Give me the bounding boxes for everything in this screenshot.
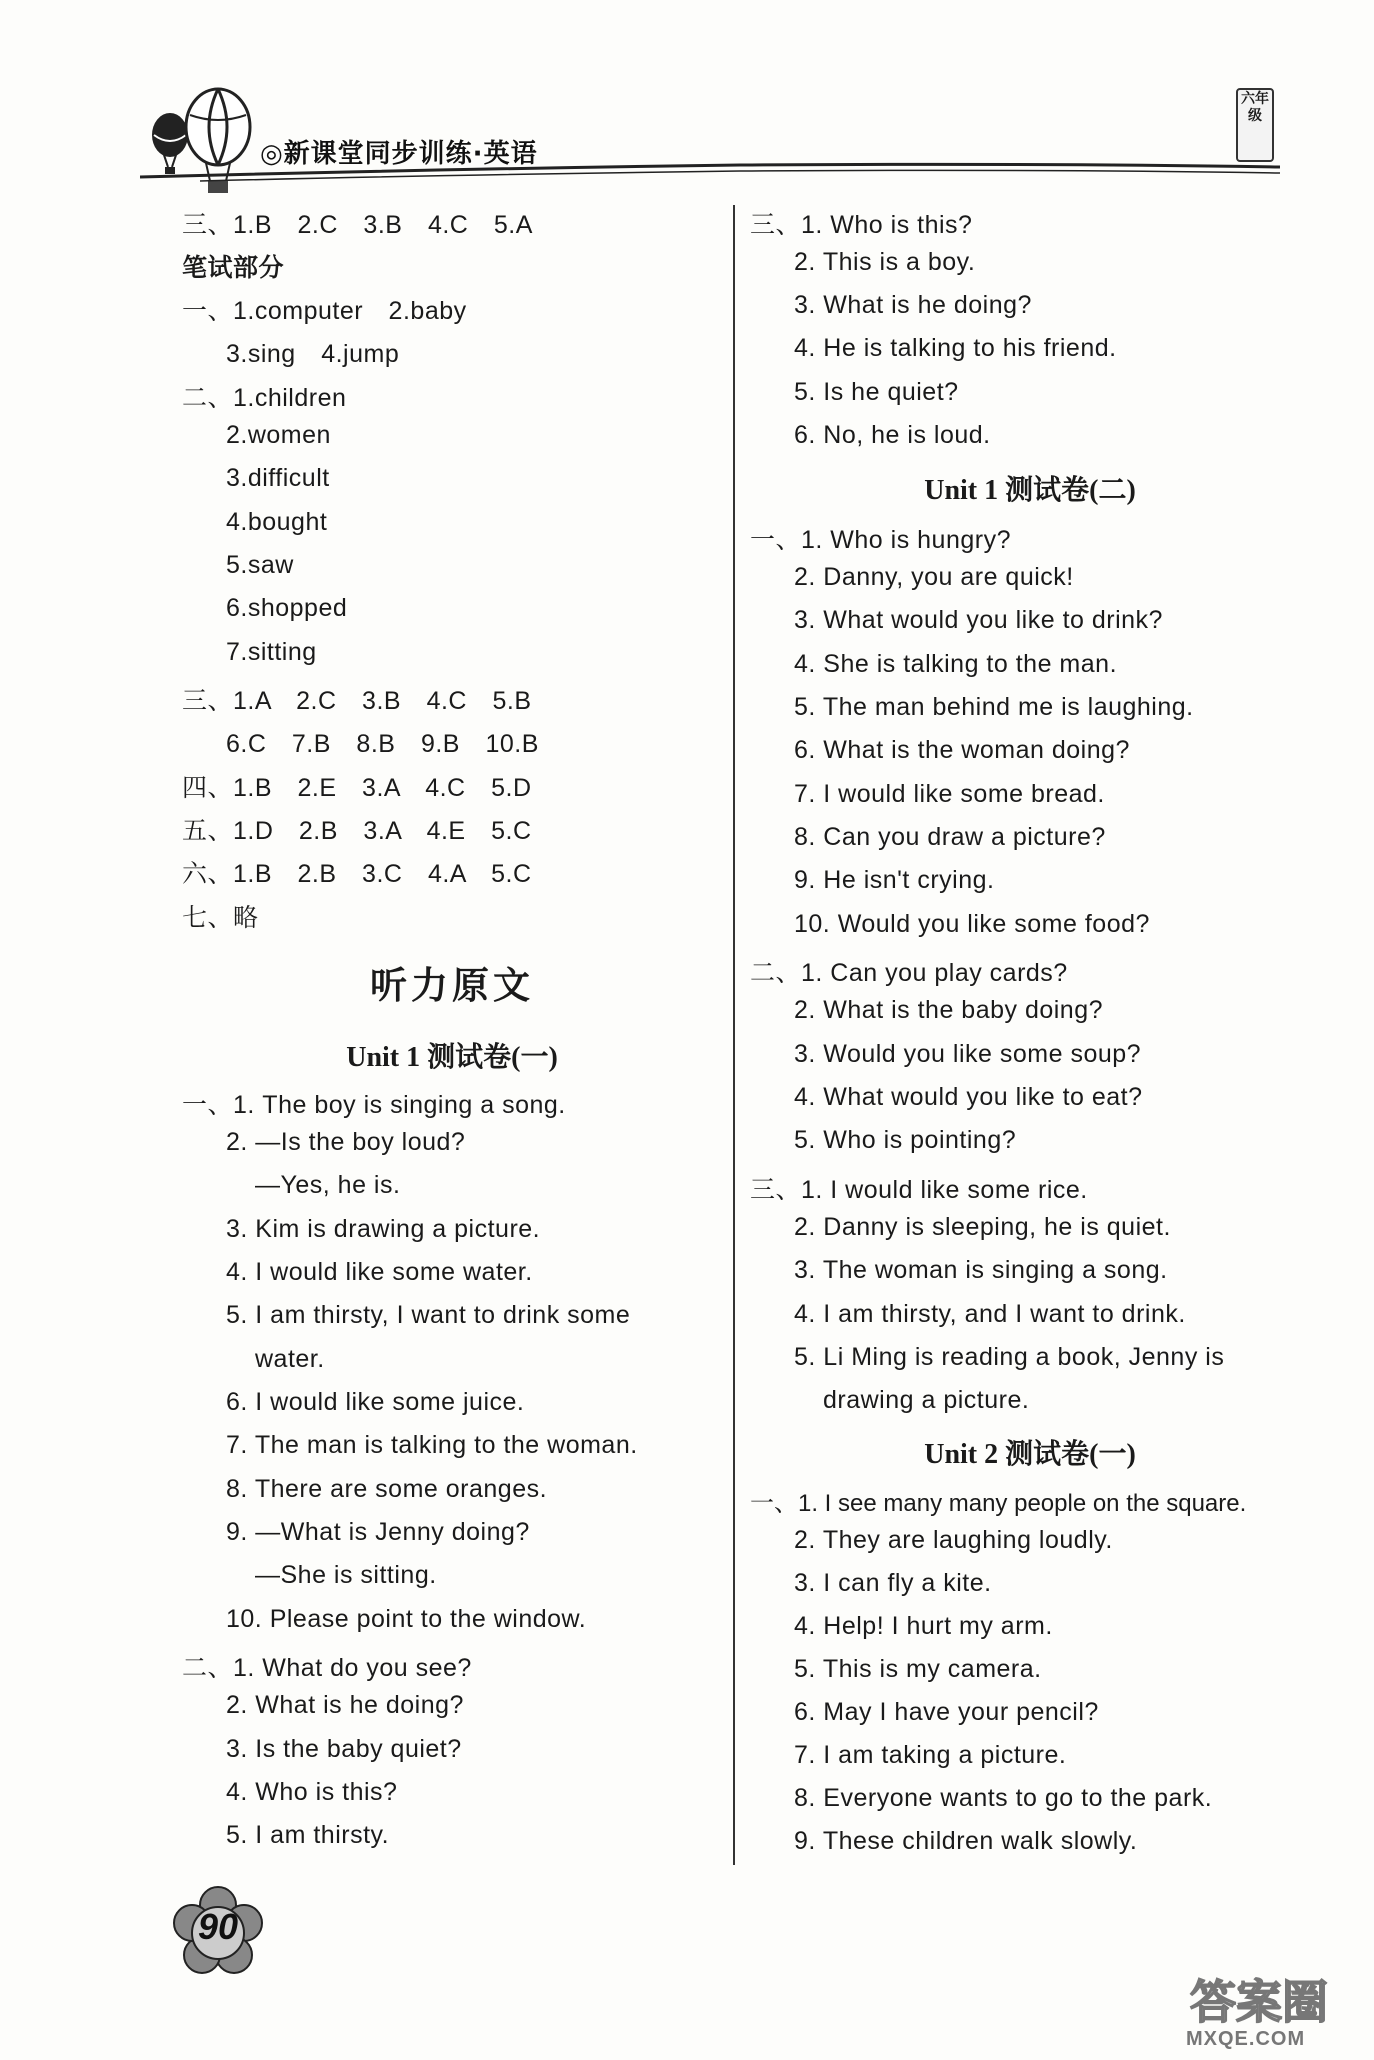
transcript-line: 6. I would like some juice. <box>226 1388 525 1416</box>
answer-heading: 笔试部分 <box>182 253 285 282</box>
transcript-line: 2. Danny is sleeping, he is quiet. <box>794 1213 1171 1241</box>
answer-line: 4.bought <box>226 508 328 536</box>
transcript-line: 9. These children walk slowly. <box>794 1827 1138 1855</box>
transcript-line: 4. I would like some water. <box>226 1258 533 1286</box>
transcript-line: 10. Would you like some food? <box>794 910 1150 938</box>
transcript-line: 3. Kim is drawing a picture. <box>226 1215 541 1243</box>
answer-line: 三、1.A 2.C 3.B 4.C 5.B <box>182 687 532 715</box>
transcript-line: 2. —Is the boy loud? <box>226 1128 466 1156</box>
unit-title: Unit 2 测试卷(一) <box>924 1439 1136 1470</box>
page-number: 90 <box>197 1906 239 1947</box>
answer-line: 5.saw <box>226 551 294 579</box>
answer-line: 三、1.B 2.C 3.B 4.C 5.A <box>182 211 533 239</box>
transcript-line: 9. He isn't crying. <box>794 866 995 894</box>
transcript-line: 3. Is the baby quiet? <box>226 1735 462 1763</box>
answer-line: 四、1.B 2.E 3.A 4.C 5.D <box>182 774 532 802</box>
transcript-line: 5. I am thirsty, I want to drink some <box>226 1301 631 1329</box>
answer-line: 五、1.D 2.B 3.A 4.E 5.C <box>182 817 532 845</box>
transcript-line: 一、1. The boy is singing a song. <box>182 1091 566 1119</box>
transcript-line: 5. Li Ming is reading a book, Jenny is <box>794 1343 1225 1371</box>
transcript-line: 9. —What is Jenny doing? <box>226 1518 530 1546</box>
transcript-line: 5. This is my camera. <box>794 1655 1042 1683</box>
transcript-line: 5. I am thirsty. <box>226 1821 390 1849</box>
transcript-line: —Yes, he is. <box>255 1171 401 1199</box>
header-title: ◎新课堂同步训练·英语 <box>260 139 538 169</box>
answer-line: 3.difficult <box>226 464 330 492</box>
transcript-line: 8. Can you draw a picture? <box>794 823 1106 851</box>
unit-title: Unit 1 测试卷(一) <box>346 1042 558 1073</box>
transcript-line: 4. What would you like to eat? <box>794 1083 1143 1111</box>
transcript-line: 二、1. Can you play cards? <box>750 959 1068 987</box>
watermark-text: 答案圈 <box>1190 1975 1328 2029</box>
answer-line: 一、1.computer 2.baby <box>182 297 467 325</box>
answer-line: 6.shopped <box>226 594 348 622</box>
transcript-line: 3. What is he doing? <box>794 291 1032 319</box>
transcript-line: 7. I would like some bread. <box>794 780 1105 808</box>
transcript-line: 3. Would you like some soup? <box>794 1040 1142 1068</box>
transcript-line: 5. Who is pointing? <box>794 1126 1017 1154</box>
transcript-line: 4. Who is this? <box>226 1778 398 1806</box>
transcript-line: 3. The woman is singing a song. <box>794 1256 1168 1284</box>
transcript-line: 4. He is talking to his friend. <box>794 334 1117 362</box>
transcript-line: 2. What is he doing? <box>226 1691 464 1719</box>
transcript-line: 4. Help! I hurt my arm. <box>794 1612 1053 1640</box>
section-title: 听力原文 <box>370 963 534 1007</box>
transcript-line: 3. What would you like to drink? <box>794 606 1163 634</box>
transcript-line: 8. There are some oranges. <box>226 1475 548 1503</box>
answer-line: 6.C 7.B 8.B 9.B 10.B <box>226 730 539 758</box>
transcript-line: 10. Please point to the window. <box>226 1605 587 1633</box>
transcript-line: 三、1. Who is this? <box>750 211 973 239</box>
watermark-url: MXQE.COM <box>1186 2028 1306 2050</box>
transcript-line: 一、1. I see many many people on the square. <box>750 1490 1247 1517</box>
transcript-line: 5. Is he quiet? <box>794 378 959 406</box>
grade-badge: 六年级 <box>1236 88 1274 162</box>
transcript-line: 6. What is the woman doing? <box>794 736 1130 764</box>
page-header <box>140 85 1280 205</box>
answer-line: 3.sing 4.jump <box>226 340 400 368</box>
transcript-line: water. <box>255 1345 325 1373</box>
transcript-line: 4. I am thirsty, and I want to drink. <box>794 1300 1186 1328</box>
answer-line: 七、略 <box>182 904 259 932</box>
transcript-line: drawing a picture. <box>823 1386 1030 1414</box>
transcript-line: 4. She is talking to the man. <box>794 650 1118 678</box>
answer-line: 二、1.children <box>182 384 347 412</box>
transcript-line: 3. I can fly a kite. <box>794 1569 992 1597</box>
transcript-line: 二、1. What do you see? <box>182 1654 472 1682</box>
answer-line: 7.sitting <box>226 638 317 666</box>
answer-line: 六、1.B 2.B 3.C 4.A 5.C <box>182 860 532 888</box>
transcript-line: 6. No, he is loud. <box>794 421 991 449</box>
transcript-line: 7. The man is talking to the woman. <box>226 1431 638 1459</box>
transcript-line: 7. I am taking a picture. <box>794 1741 1067 1769</box>
transcript-line: —She is sitting. <box>255 1561 437 1589</box>
transcript-line: 2. This is a boy. <box>794 248 976 276</box>
transcript-line: 2. They are laughing loudly. <box>794 1526 1113 1554</box>
transcript-line: 2. Danny, you are quick! <box>794 563 1074 591</box>
answer-line: 2.women <box>226 421 331 449</box>
transcript-line: 5. The man behind me is laughing. <box>794 693 1194 721</box>
transcript-line: 三、1. I would like some rice. <box>750 1176 1088 1204</box>
transcript-line: 一、1. Who is hungry? <box>750 526 1011 554</box>
transcript-line: 8. Everyone wants to go to the park. <box>794 1784 1213 1812</box>
unit-title: Unit 1 测试卷(二) <box>924 475 1136 506</box>
transcript-line: 2. What is the baby doing? <box>794 996 1104 1024</box>
column-divider <box>733 205 735 1865</box>
transcript-line: 6. May I have your pencil? <box>794 1698 1099 1726</box>
